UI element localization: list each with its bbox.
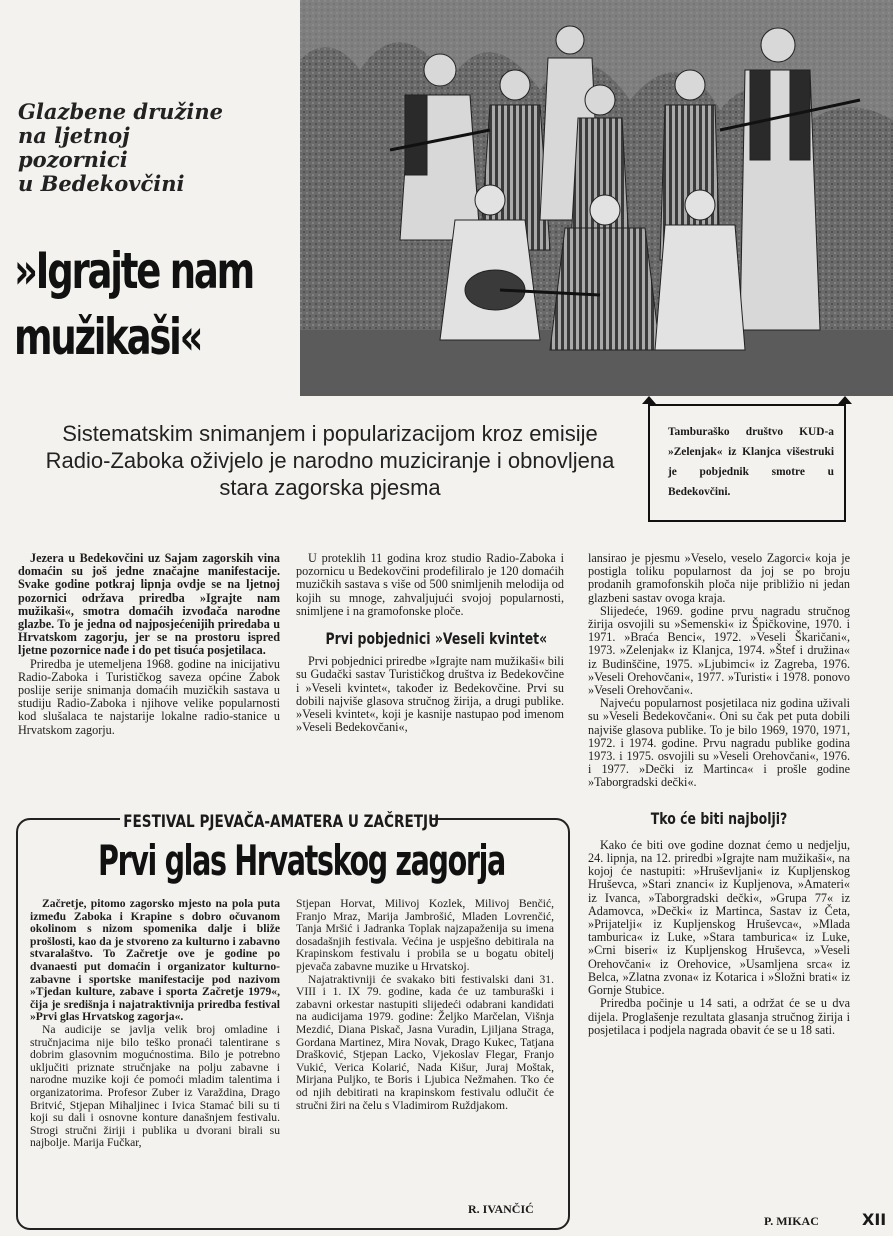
lead-paragraph: Začretje, pitomo zagorsko mjesto na pola puta između Zaboka i Krapine s dobro očuvanom okolinom s nizom spomenika dalje i bliže prošlosti, kao da je stvoreno za kulturno i zabavno stvaralaštvo. To Začretje ove je godine po dvanaesti put domaćin i organizator kulturno-zabavne i sportske manifestacije pod nazivom »Tjedan kulture, zabave i sporta Začretje 1979«, čija je središnja i najatraktivnija priredba festival »Prvi glas Hrvatskog zagorja«.: [30, 897, 280, 1024]
headline-line: mužikaši«: [14, 308, 202, 366]
group-photo: [300, 0, 893, 396]
festival-title: Prvi glas Hrvatskog zagorja: [98, 836, 505, 885]
body-paragraph: Najveću popularnost posjetilaca niz godina uživali su »Veseli Bedekovčani«. Oni su čak pet puta dobili najviše glasova publike. To je bilo 1969, 1970, 1971, 1972. i 1974. godine. Prvu nagradu publike godina 1973. i 1975. osvojili su »Veseli Orehovčani«, 1976. i 1977. »Dečki iz Martinca« i prošle godine »Taborgradski dečki«.: [588, 696, 850, 790]
festival-column-2: [296, 898, 554, 1112]
article-column-2: [296, 552, 564, 734]
festival-kicker: FESTIVAL PJEVAČA-AMATERA U ZAČRETJU: [120, 812, 430, 832]
kicker-line: pozornici: [18, 147, 128, 172]
lead-paragraph: Jezera u Bedekovčini uz Sajam zagorskih vina domaćin su još jedne značajne manifestacije. Svake godine potkraj lipnja ovdje se na ljetnoj pozornici održava priredba »Igrajte nam mužikaši«, smotra domaćih izvođača narodne glazbe. To je jedna od najposjećenijih priredaba u Hrvatskom zagorju, jer se na prostoru ispred ljetne pozornice nađe i do pet tisuća posjetilaca.: [18, 551, 280, 658]
body-paragraph: U proteklih 11 godina kroz studio Radio-Zaboka i pozornicu u Bedekovčini prodefiliralo je 120 domaćih muzičkih sastava s više od 500 snimljenih melodija od kojih su mnoge, zahvaljujući svojoj popularnosti, snimljene i na gramofonske ploče.: [296, 551, 564, 618]
body-paragraph: Najatraktivniji će svakako biti festivalski dani 31. VIII i 1. IX 79. godine, kada će uz tamburaški i zabavni orkestar nastupiti slijedeći odabrani kandidati na audicijama 1979. godine: Željko Marčelan, Višnja Mezdić, Diana Piskač, Jasna Vuradin, Ljiljana Straga, Gordana Martinez, Mira Novak, Drago Kukec, Tatjana Drašković, Stjepan Lacko, Vjekoslav Flegar, Franjo Vukić, Verica Kolarić, Nada Kišur, Juraj Moštak, Mirjana Puljko, te Boris i Ljubica Nežmahen. Tko će od njih debitirati na krapinskom festivalu odlučit će stručni žiri na čelu s Vladimirom Ruždjakom.: [296, 972, 554, 1112]
photo-caption: [648, 404, 846, 522]
caption-corner-mark: [642, 396, 656, 404]
body-paragraph: Priredba je utemeljena 1968. godine na inicijativu Radio-Zaboka i Turističkog saveza općine Zabok poslije serije snimanja domaćih muzičkih sastava u studiju Radio-Zaboka i njihove velike popularnosti kod slušalaca te najstarije lokalne radio-stanice u Hrvatskom zagorju.: [18, 656, 280, 737]
page-number: XII: [862, 1210, 887, 1229]
article-column-3: [588, 552, 850, 1037]
kicker-line: na ljetnoj: [18, 123, 130, 148]
article-signature: P. MIKAC: [764, 1214, 819, 1228]
headline-line: »Igrajte nam: [14, 242, 253, 300]
article-kicker: [18, 100, 288, 196]
body-paragraph: Stjepan Horvat, Milivoj Kozlek, Milivoj Benčić, Franjo Mraz, Marija Jambrošić, Mladen Lovrenčić, Tanja Mršić i Jadranka Toplak najzapaženija su imena dosadašnjih festivala. Većina je uspješno debitirala na Krapinskom festivalu i probila se u bogatu obitelj pjevača zabavne muzike u Hrvatskoj.: [296, 897, 554, 973]
article-headline: [14, 238, 253, 370]
photo-illustration: [300, 0, 893, 396]
section-subhead: Tko će biti najbolji?: [650, 808, 788, 828]
article-column-1: [18, 552, 280, 737]
body-paragraph: Priredba počinje u 14 sati, a održat će se u dva dijela. Proglašenje rezultata glasanja stručnog žirija i posjetilaca i podjela nagrada obavit će se u 18 sati.: [588, 996, 850, 1037]
caption-text: Tamburaško društvo KUD-a »Zelenjak« iz Klanjca višestruki je pobjednik smotre u Bedekovčini.: [668, 426, 834, 498]
body-paragraph: lansirao je pjesmu »Veselo, veselo Zagorci« koja je postigla toliku popularnost da joj se po broju prodanih gramofonskih ploča nije približio ni jedan glazbeni sastav ovoga kraja.: [588, 551, 850, 605]
caption-corner-mark: [838, 396, 852, 404]
article-subtitle: Sistematskim snimanjem i popularizacijom kroz emisije Radio-Zaboka oživjelo je narodno muziciranje i obnovljena stara zagorska pjesma: [45, 421, 615, 500]
festival-signature: R. IVANČIĆ: [468, 1202, 534, 1216]
body-paragraph: Slijedeće, 1969. godine prvu nagradu stručnog žirija osvojili su »Semenski« iz Špičkovine, 1970. i 1971. »Braća Benci«, 1972. »Veseli Škaričani«, 1973. »Zelenjak« iz Klanjca, 1974. »Štef i družina« iz Budinščine, 1975. »Ljubimci« iz Zagreba, 1976. »Veseli Orehovčani«, 1977. »Turisti« i 1978. ponovo »Veseli Orehovčani«.: [588, 603, 850, 698]
festival-column-1: [30, 898, 280, 1150]
body-paragraph: Prvi pobjednici priredbe »Igrajte nam mužikaši« bili su Gudački sastav Turističkog društva iz Bedekovčine i »Veseli kvintet«, također iz Bedekovčine. Prvi su dobili najviše glasova stručnog žirija, a drugi publike. »Veseli kvintet«, koji je kasnije nastupao pod imenom »Veseli Bedekovčani«,: [296, 654, 564, 735]
body-paragraph: Na audicije se javlja velik broj omladine i stručnjacima nije bilo teško pronaći talentirane s dobrim glasovnim mogućnostima. Bilo je potrebno uključiti priznate stručnjake na polju zabavne i narodne muzike koji će pomoći mladim talentima i organizatorima. Profesor Zuber iz Varaždina, Drago Britvić, Stjepan Mihaljinec i Ivica Stamać bili su ti koji su dali i osnovne konture današnjem festivalu. Strogi stručni žiriji i publika u dvorani birali su najbolje. Marija Fučkar,: [30, 1022, 280, 1150]
section-subhead: Prvi pobjednici »Veseli kvintet«: [325, 629, 548, 649]
body-paragraph: Kako će biti ove godine doznat ćemo u nedjelju, 24. lipnja, na 12. priredbi »Igrajte nam mužikaši«, na kojoj će nastupiti: »Hruševljani« iz Kupljenskog Hruševca, »Stari znanci« iz Kupljenova, »Amateri« iz Ivanca, »Taborgradski dečki«, »Grupa 77« iz Adamovca, »Dečki« iz Martinca, Sastav iz Četa, »Prijatelji« iz Kupljenskog Hruševca«, »Mlada tamburica« iz Luke, »Stara tamburica« iz Luke, »Crni biseri« iz Kupljenskog Hruševca, »Veseli Orehovčani« iz Orehovice, »Usamljena srca« iz Belca, »Zlatna zvona« iz Kotarica i »Složni brati« iz Gornje Stubice.: [588, 837, 850, 998]
kicker-line: Glazbene družine: [18, 99, 223, 124]
kicker-line: u Bedekovčini: [18, 171, 185, 196]
